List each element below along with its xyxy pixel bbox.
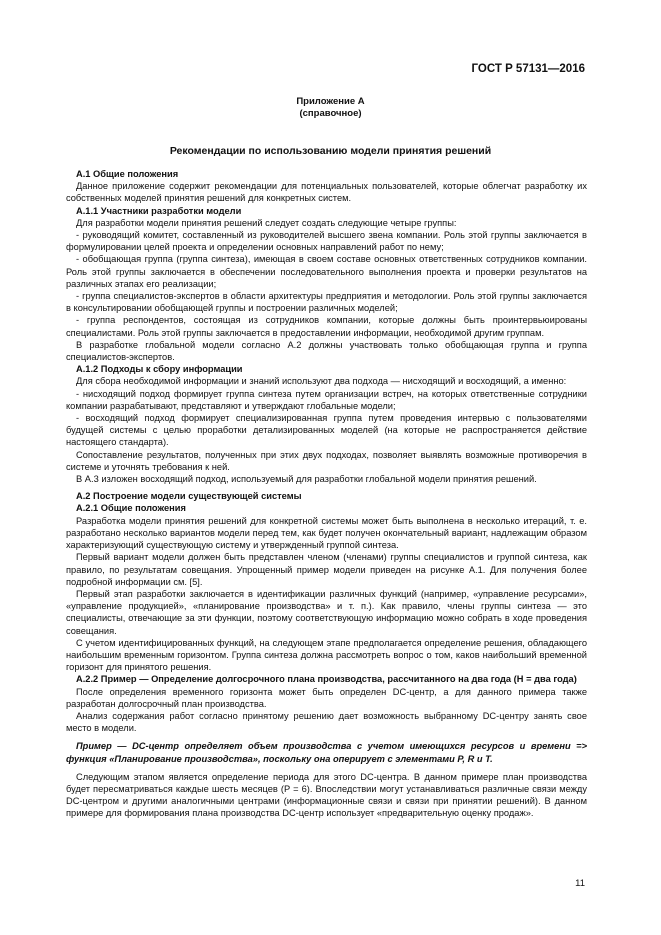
paragraph: В А.3 изложен восходящий подход, используемый для разработки глобальной модели принятия решений.	[76, 474, 537, 485]
list-item: - восходящий подход формирует специализированная группа путем проведения интервью с пользователями будущей системы с целью проработки детализированных моделей (на которые не распространяется действие настоящего стандарта).	[66, 413, 587, 448]
paragraph: Данное приложение содержит рекомендации для потенциальных пользователей, которые облегчат разработку их собственных моделей принятия решений для конкретных систем.	[66, 181, 587, 204]
list-item: - группа респондентов, состоящая из сотрудников компании, которые должны быть проинтервьюированы специалистами. Роль этой группы заключается в предоставлении информации, необходимой другим группам.	[66, 315, 587, 338]
paragraph: Первый вариант модели должен быть представлен членом (членами) группы специалистов и группой синтеза, как правило, по результатам совещания. Упрощенный пример модели приведен на рисунке А.1. Для получения более подробной информации см. [5].	[66, 552, 587, 587]
list-item: - обобщающая группа (группа синтеза), имеющая в своем составе основных ответственных сотрудников компании. Роль этой группы заключается в обеспечении последовательного выполнения проекта и проверки результатов на различных этапах его реализации;	[66, 254, 587, 289]
list-item: - руководящий комитет, составленный из руководителей высшего звена компании. Роль этой группы заключается в формулировании целей проекта и определении основных направлений работ по нему;	[66, 230, 587, 253]
paragraph: Следующим этапом является определение периода для этого DC-центра. В данном примере план производства будет пересматриваться каждые шесть месяцев (P = 6). Впоследствии могут устанавливаться различные связи между DC-центром и другими аналогичными центрами (информационные связи и связи при принятии решений). В данном примере для формирования плана производства DC-центр использует «предварительную оценку продаж».	[66, 771, 587, 819]
paragraph: Первый этап разработки заключается в идентификации различных функций (например, «управление ресурсами», «управление продукцией», «планирование производства» и т. п.). Как правило, члены группы синтеза — это специалисты, отвечающие за эти функции, поэтому соответствующую информацию можно собрать в ходе проведения совещания.	[66, 588, 587, 636]
paragraph: С учетом идентифицированных функций, на следующем этапе предполагается определение решения, обладающего наибольшим временным горизонтом. Группа синтеза должна рассмотреть вопрос о том, каков наибольший временной горизонт для принятого решения.	[66, 637, 587, 673]
section-heading: А.1 Общие положения	[76, 169, 179, 179]
standard-header: ГОСТ Р 57131—2016	[471, 63, 585, 75]
paragraph: В разработке глобальной модели согласно А.2 должны участвовать только обобщающая группа и группа специалистов-экспертов.	[66, 339, 587, 363]
subsection-heading: А.2.1 Общие положения	[76, 503, 186, 514]
document-title: Рекомендации по использованию модели принятия решений	[169, 145, 492, 157]
list-item: - нисходящий подход формирует группа синтеза путем организации встреч, на которых ответственные сотрудники компании разрабатывают, представляют и утверждают глобальные модели;	[66, 388, 587, 411]
paragraph: Анализ содержания работ согласно принятому решению дает возможность выбранному DC-центру занять свое место в модели.	[66, 710, 587, 734]
list-item: - группа специалистов-экспертов в области архитектуры предприятия и методологии. Роль этой группы заключается в консультировании обобщающей группы и построении различных моделей;	[66, 291, 587, 314]
paragraph: Для разработки модели принятия решений следует создать следующие четыре группы:	[76, 217, 457, 228]
subsection-heading: А.2.2 Пример — Определение долгосрочного плана производства, рассчитанного на два года (H = два года)	[76, 674, 577, 685]
subsection-heading: А.1.2 Подходы к сбору информации	[76, 364, 243, 375]
document-body	[66, 168, 587, 820]
paragraph: Для сбора необходимой информации и знаний используют два подхода — нисходящий и восходящий, а именно:	[76, 376, 567, 387]
paragraph: Сопоставление результатов, полученных при этих двух подходах, позволяет выявлять возможные противоречия в системе и уточнять требования к ней.	[66, 449, 587, 472]
example-note: Пример — DC-центр определяет объем производства с учетом имеющихся ресурсов и времени => функция «Планирование производства», поскольку она оперирует с элементами P, R и T.	[66, 741, 587, 764]
subsection-heading: А.1.1 Участники разработки модели	[76, 205, 242, 216]
section-heading: А.2 Построение модели существующей системы	[76, 491, 302, 502]
appendix-subtitle: (справочное)	[299, 108, 362, 119]
paragraph: Разработка модели принятия решений для конкретной системы может быть выполнена в несколько итераций, т. е. разработано несколько вариантов модели перед тем, как будет получен окончательный вариант, надлежащим образом характеризующий существующую систему и утвержденный группой синтеза.	[66, 515, 587, 551]
page-number: 11	[575, 878, 585, 889]
paragraph: После определения временного горизонта может быть определен DC-центр, а для данного примера также разработан долгосрочный план производства.	[66, 686, 587, 709]
appendix-title: Приложение А	[296, 96, 365, 107]
